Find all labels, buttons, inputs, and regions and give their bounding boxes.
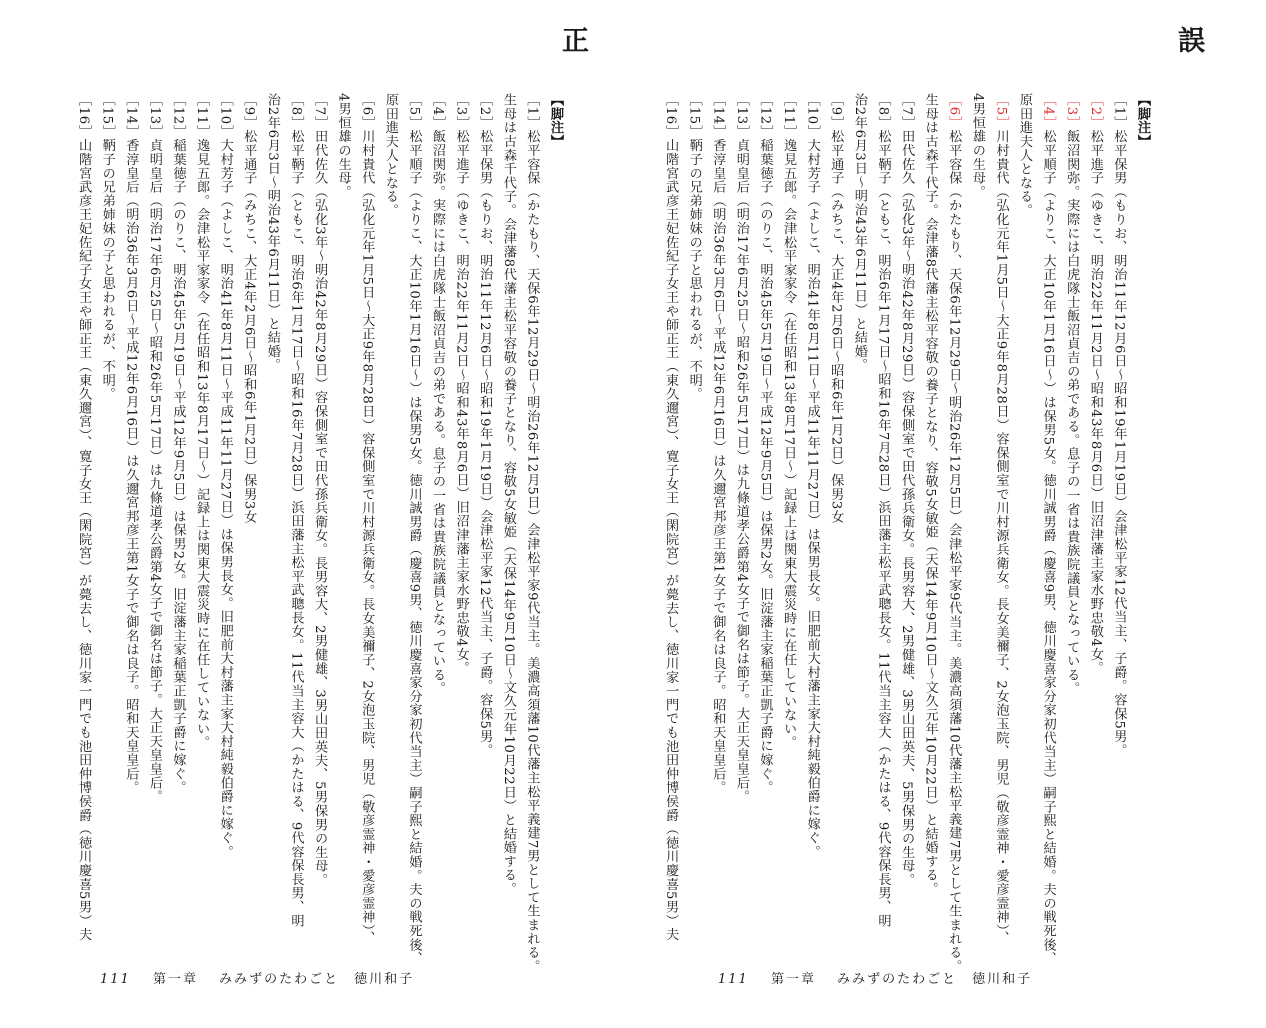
footnotes-list bbox=[72, 93, 544, 974]
footnote-line bbox=[213, 93, 237, 933]
footnote-line bbox=[473, 93, 497, 933]
footnote-line bbox=[729, 93, 753, 933]
footnote-line bbox=[824, 93, 848, 933]
footnote-line bbox=[331, 93, 355, 933]
footnote-number: ［5］ bbox=[406, 93, 422, 130]
footnote-line bbox=[425, 93, 449, 933]
footnote-line bbox=[965, 93, 989, 933]
footnotes-heading: 【脚注】 bbox=[548, 93, 563, 149]
footnote-text: 貞明皇后（明治17年6月25日～昭和26年5月17日）は九條道孝公爵第4女子で御名は節子。大正天皇皇后。 bbox=[733, 138, 749, 804]
footnote-text: 4男恒雄の生母。 bbox=[969, 93, 985, 199]
page-number: 111 bbox=[100, 972, 131, 987]
footnote-line bbox=[1036, 93, 1060, 966]
footnote-text: 山階宮武彦王妃佐紀子女王や師正王（東久邇宮）、寛子女王（閑院宮）が薨去し、徳川家一門でも池田仲博侯爵（徳川慶喜5男）夫 bbox=[76, 138, 92, 942]
footnote-text: 田代佐久（弘化3年～明治42年8月29日）容保側室で田代孫兵衛女。長男容大、2男健雄、3男山田英夫、5男保男の生母。 bbox=[899, 129, 915, 887]
footnote-line bbox=[1107, 93, 1131, 933]
footnote-line bbox=[496, 93, 520, 933]
footnote-line bbox=[237, 93, 261, 933]
footnote-text: 原田進夫人となる。 bbox=[382, 93, 398, 218]
footnote-text: 大村芳子（よしこ、明治41年8月11日～平成11年11月27日）は保男長女。旧肥前大村藩主家大村純毅伯爵に嫁ぐ。 bbox=[217, 138, 233, 859]
footnote-line bbox=[942, 93, 966, 974]
footnote-text: 逸見五郎。会津松平家家令（在任昭和13年8月17日～）記録上は関東大震災時に在任していない。 bbox=[194, 138, 210, 750]
footnote-text: 鞆子の兄弟姉妹の子と思われるが、不明。 bbox=[99, 138, 115, 401]
footnote-number: ［9］ bbox=[241, 93, 257, 130]
chapter-label: 第一章 bbox=[770, 972, 816, 987]
footnote-line bbox=[449, 93, 473, 933]
footnote-text: 生母は古森千代子。会津藩8代藩主松平容敬の養子となり、容敬5女敏姫（天保14年9月10日～文久元年10月22日）と結婚する。 bbox=[500, 93, 516, 896]
footnote-number: ［4］ bbox=[430, 93, 446, 130]
footnote-line bbox=[847, 93, 871, 933]
footnote-number: ［16］ bbox=[663, 93, 679, 139]
footnote-number: ［2］ bbox=[477, 93, 493, 130]
footnote-text: 飯沼関弥。実際には白虎隊士飯沼貞吉の弟である。息子の一省は貴族院議員となっている。 bbox=[1064, 129, 1080, 696]
footnote-number: ［13］ bbox=[733, 93, 749, 139]
footnote-text: 香淳皇后（明治36年3月6日～平成12年6月16日）は久邇宮邦彦王第1女子で御名は良子。昭和天皇皇后。 bbox=[123, 138, 139, 795]
page-mark-correct: 正 bbox=[562, 26, 589, 57]
footnote-line bbox=[800, 93, 824, 933]
footnote-text: 松平保男（もりお、明治11年12月6日～昭和19年1月19日）会津松平家12代当主、子爵。容保5男。 bbox=[1111, 129, 1127, 758]
footnote-text: 治2年6月3日～明治43年6月11日）と結婚。 bbox=[851, 93, 867, 372]
footnotes-list bbox=[659, 93, 1131, 974]
footnote-line bbox=[190, 93, 214, 933]
chapter-label: 第一章 bbox=[152, 972, 198, 987]
footnote-line bbox=[1060, 93, 1084, 933]
page-footer bbox=[100, 968, 414, 987]
footnote-line bbox=[284, 93, 308, 933]
footnote-number: ［4］ bbox=[1040, 93, 1056, 130]
footnote-number: ［8］ bbox=[288, 93, 304, 130]
footnote-line bbox=[95, 93, 119, 933]
page-erratum bbox=[633, 0, 1266, 1028]
footnote-number: ［10］ bbox=[217, 93, 233, 139]
footnote-text: 松平保男（もりお、明治11年12月6日～昭和19年1月19日）会津松平家12代当主、子爵。容保5男。 bbox=[477, 129, 493, 758]
footnote-line bbox=[871, 93, 895, 933]
footnote-text: 治2年6月3日～明治43年6月11日）と結婚。 bbox=[264, 93, 280, 372]
footnote-text: 松平順子（よりこ、大正10年1月16日～）は保男5女。徳川誠男爵（慶喜9男、徳川慶喜家分家初代当主）嗣子熙と結婚。夫の戦死後、 bbox=[406, 129, 422, 966]
footnote-number: ［3］ bbox=[453, 93, 469, 130]
footnote-line bbox=[72, 93, 96, 942]
footnote-line bbox=[682, 93, 706, 933]
footnote-number: ［15］ bbox=[686, 93, 702, 139]
footnote-number: ［2］ bbox=[1087, 93, 1103, 130]
footnote-text: 松平順子（よりこ、大正10年1月16日～）は保男5女。徳川誠男爵（慶喜9男、徳川慶喜家分家初代当主）嗣子熙と結婚。夫の戦死後、 bbox=[1040, 129, 1056, 966]
footnote-line bbox=[307, 93, 331, 933]
footnote-line bbox=[142, 93, 166, 933]
footnote-number: ［7］ bbox=[899, 93, 915, 130]
footnote-text: 松平鞆子（ともこ、明治6年1月17日～昭和16年7月28日）浜田藩主松平武聰長女。11代当主容大（かたはる、9代容保長男、明 bbox=[875, 129, 891, 928]
footnote-text: 生母は古森千代子。会津藩8代藩主松平容敬の養子となり、容敬5女敏姫（天保14年9月10日～文久元年10月22日）と結婚する。 bbox=[922, 93, 938, 896]
footnote-line bbox=[119, 93, 143, 933]
footnote-line bbox=[989, 93, 1013, 945]
footnote-number: ［7］ bbox=[312, 93, 328, 130]
footnote-number: ［12］ bbox=[170, 93, 186, 139]
footnote-line bbox=[520, 93, 544, 974]
footnote-number: ［12］ bbox=[757, 93, 773, 139]
footnote-line bbox=[355, 93, 379, 945]
footnote-text: 松平容保（かたもり、天保6年12月29日～明治26年12月5日）会津松平家9代当主。美濃高須藩10代藩主松平義建7男として生まれる。 bbox=[524, 129, 540, 974]
footnote-text: 貞明皇后（明治17年6月25日～昭和26年5月17日）は九條道孝公爵第4女子で御名は節子。大正天皇皇后。 bbox=[146, 138, 162, 804]
footnote-number: ［13］ bbox=[146, 93, 162, 139]
footnote-number: ［9］ bbox=[828, 93, 844, 130]
footnote-line bbox=[894, 93, 918, 933]
footnote-number: ［1］ bbox=[1111, 93, 1127, 130]
footnote-text: 香淳皇后（明治36年3月6日～平成12年6月16日）は久邇宮邦彦王第1女子で御名は良子。昭和天皇皇后。 bbox=[710, 138, 726, 795]
footnote-text: 川村貴代（弘化元年1月5日～大正9年8月28日）容保側室で川村源兵衛女。長女美禰子、2女泡玉院、男児（敬彦霊神・愛彦霊神）、 bbox=[359, 129, 375, 945]
footnote-text: 4男恒雄の生母。 bbox=[335, 93, 351, 199]
footnote-line bbox=[378, 93, 402, 933]
footnote-number: ［3］ bbox=[1064, 93, 1080, 130]
footnote-text: 逸見五郎。会津松平家家令（在任昭和13年8月17日～）記録上は関東大震災時に在任していない。 bbox=[781, 138, 797, 750]
footnote-line bbox=[260, 93, 284, 933]
chapter-title: みみずのたわごと 徳川和子 bbox=[219, 972, 415, 987]
footnote-number: ［8］ bbox=[875, 93, 891, 130]
page-footer bbox=[718, 968, 1032, 987]
footnote-text: 稲葉徳子（のりこ、明治45年5月19日～平成12年9月5日）は保男2女。旧淀藩主家稲葉正凱子爵に嫁ぐ。 bbox=[757, 138, 773, 795]
footnote-line bbox=[1083, 93, 1107, 933]
page-number: 111 bbox=[718, 972, 749, 987]
footnote-text: 原田進夫人となる。 bbox=[1017, 93, 1033, 218]
footnote-text: 川村貴代（弘化元年1月5日～大正9年8月28日）容保側室で川村源兵衛女。長女美禰子、2女泡玉院、男児（敬彦霊神・愛彦霊神）、 bbox=[993, 129, 1009, 945]
footnote-number: ［6］ bbox=[946, 93, 962, 130]
footnote-line bbox=[918, 93, 942, 933]
footnote-number: ［1］ bbox=[524, 93, 540, 130]
footnote-text: 松平進子（ゆきこ、明治22年11月2日～昭和43年8月6日）旧沼津藩主家水野忠敬4女。 bbox=[1087, 129, 1103, 675]
footnote-line bbox=[753, 93, 777, 933]
footnote-text: 大村芳子（よしこ、明治41年8月11日～平成11年11月27日）は保男長女。旧肥前大村藩主家大村純毅伯爵に嫁ぐ。 bbox=[804, 138, 820, 859]
footnote-line bbox=[166, 93, 190, 933]
footnote-number: ［5］ bbox=[993, 93, 1009, 130]
footnote-text: 松平進子（ゆきこ、明治22年11月2日～昭和43年8月6日）旧沼津藩主家水野忠敬4女。 bbox=[453, 129, 469, 675]
footnotes-heading: 【脚注】 bbox=[1135, 93, 1150, 149]
footnote-text: 飯沼関弥。実際には白虎隊士飯沼貞吉の弟である。息子の一省は貴族院議員となっている。 bbox=[430, 129, 446, 696]
footnotes-column bbox=[659, 93, 1154, 974]
footnote-text: 鞆子の兄弟姉妹の子と思われるが、不明。 bbox=[686, 138, 702, 401]
footnote-number: ［14］ bbox=[123, 93, 139, 139]
footnote-line bbox=[706, 93, 730, 933]
footnote-text: 松平鞆子（ともこ、明治6年1月17日～昭和16年7月28日）浜田藩主松平武聰長女。11代当主容大（かたはる、9代容保長男、明 bbox=[288, 129, 304, 928]
footnote-line bbox=[777, 93, 801, 933]
footnote-number: ［6］ bbox=[359, 93, 375, 130]
footnote-text: 松平通子（みちこ、大正4年2月6日～昭和6年1月2日）保男3女 bbox=[828, 129, 844, 524]
footnote-text: 松平通子（みちこ、大正4年2月6日～昭和6年1月2日）保男3女 bbox=[241, 129, 257, 524]
footnote-number: ［14］ bbox=[710, 93, 726, 139]
footnote-text: 稲葉徳子（のりこ、明治45年5月19日～平成12年9月5日）は保男2女。旧淀藩主家稲葉正凱子爵に嫁ぐ。 bbox=[170, 138, 186, 795]
footnote-text: 山階宮武彦王妃佐紀子女王や師正王（東久邇宮）、寛子女王（閑院宮）が薨去し、徳川家一門でも池田仲博侯爵（徳川慶喜5男）夫 bbox=[663, 138, 679, 942]
footnote-number: ［11］ bbox=[781, 93, 797, 139]
chapter-title: みみずのたわごと 徳川和子 bbox=[837, 972, 1033, 987]
footnote-line bbox=[1012, 93, 1036, 933]
footnote-number: ［15］ bbox=[99, 93, 115, 139]
footnotes-column bbox=[72, 93, 567, 974]
page-mark-erratum: 誤 bbox=[1178, 26, 1205, 57]
footnote-text: 田代佐久（弘化3年～明治42年8月29日）容保側室で田代孫兵衛女。長男容大、2男健雄、3男山田英夫、5男保男の生母。 bbox=[312, 129, 328, 887]
footnote-number: ［11］ bbox=[194, 93, 210, 139]
footnote-number: ［16］ bbox=[76, 93, 92, 139]
footnote-text: 松平容保（かたもり、天保6年12月29日～明治26年12月5日）会津松平家9代当主。美濃高須藩10代藩主松平義建7男として生まれる。 bbox=[946, 129, 962, 974]
footnote-number: ［10］ bbox=[804, 93, 820, 139]
footnote-line bbox=[402, 93, 426, 966]
footnote-line bbox=[659, 93, 683, 942]
